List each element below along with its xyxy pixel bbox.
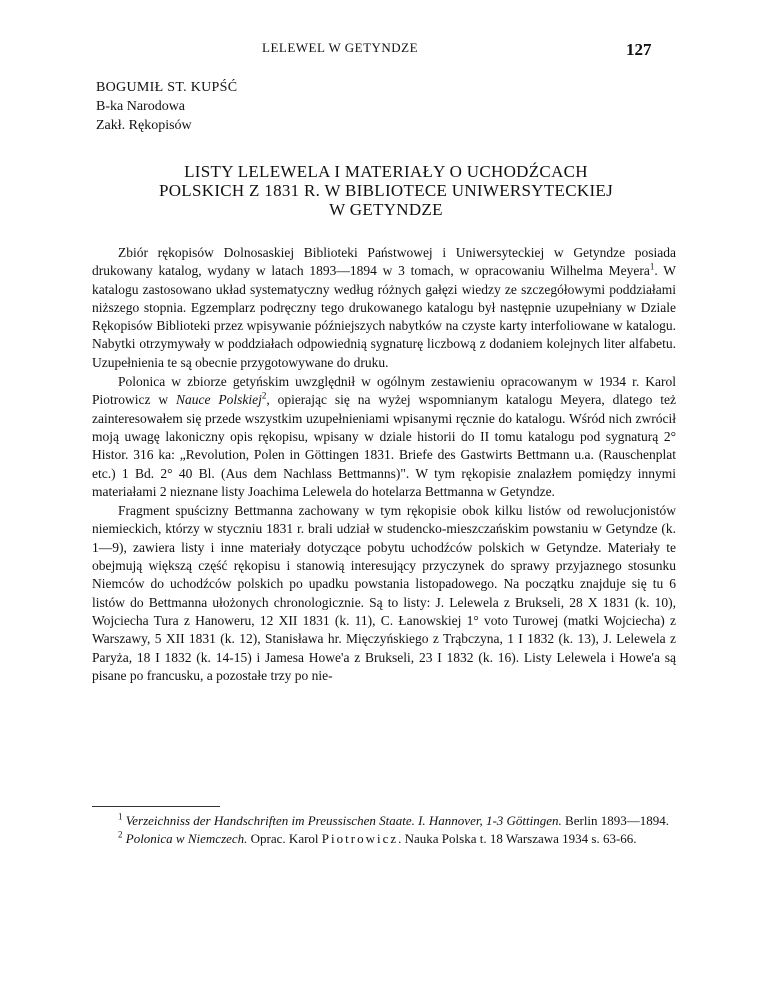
author-affiliation-library: B-ka Narodowa [96,99,186,114]
author-block [96,78,237,135]
footnote-2 [92,830,676,848]
running-header: LELEWEL W GETYNDZE [262,40,419,55]
footnote-divider [92,806,220,807]
author-name: BOGUMIŁ ST. KUPŚĆ [96,80,238,95]
title-line-2: POLSKICH Z 1831 R. W BIBLIOTECE UNIWERSYTECKIEJ [158,181,614,200]
paragraph-3: Fragment spuścizny Bettmanna zachowany w tym rękopisie obok kilku listów od rewolucjonistów niemieckich, którzy w styczniu 1831 r. brali udział w studencko-mieszczańskim powstaniu w Getyndze (k. 1—9), zawiera listy i inne materiały dotyczące pobytu uchodźców polskich w Getyndze. Materiały te obejmują większą część rękopisu i stanowią interesujący przyczynek do sprawy przyjaznego stosunku Niemców do uchodźców polskich po upadku powstania listopadowego. Na początku znajduje się tu 6 listów do Bettmanna ułożonych chronologicznie. Są to listy: J. Lelewela z Brukseli, 28 X 1831 (k. 10), Wojciecha Tura z Hanoweru, 12 XII 1831 (k. 11), C. Łanowskiej 1° voto Turowej (matki Wojciecha) z Warszawy, 5 XII 1831 (k. 12), Stanisława hr. Mięczyńskiego z Trąbczyna, 1 I 1832 (k. 13), J. Lelewela z Paryża, 18 I 1832 (k. 14-15) i Jamesa Howe'a z Brukseli, 23 I 1832 (k. 16). Listy Lelewela i Howe'a są pisane po francusku, a pozostałe trzy po nie- [92,503,676,683]
footnotes [92,812,676,847]
title-line-3: W GETYNDZE [329,200,443,219]
paragraph-2-text-a: Polonica w zbiorze getyńskim uwzględnił w ogólnym zestawieniu opracowanym w 1934 r. Karol Piotrowicz w [92,374,676,408]
footnote-1-title: Verzeichniss der Handschriften im Preussischen Staate. I. Hannover, 1-3 Göttingen. [125,813,562,828]
paragraph-2 [92,373,676,501]
footnote-2-author: Piotrowicz [321,830,399,846]
article-body [92,244,676,685]
paragraph-1-text-a: Zbiór rękopisów Dolnosaskiej Biblioteki Państwowej i Uniwersyteckiej w Getyndze posiada drukowany katalog, wydany w latach 1893—1894 w 3 tomach, w opracowaniu Wilhelma Meyera [92,245,676,279]
footnote-2-title: Polonica w Niemczech. [125,830,248,846]
footnote-1-text: Berlin 1893—1894. [561,813,670,828]
footnote-2-number: 2 [118,829,123,840]
article-title [96,162,676,219]
paragraph-1 [92,244,676,372]
title-line-1: LISTY LELEWELA I MATERIAŁY O UCHODŹCACH [184,162,588,181]
journal-title: Nauce Polskiej [175,392,262,408]
author-affiliation-department: Zakł. Rękopisów [96,118,192,133]
footnote-1-number: 1 [118,811,123,822]
paragraph-2-text-b: , opierając się na wyżej wspomnianym katalogu Meyera, dlatego też zainteresowałem się przede wszystkim uzupełnieniami wpisanymi ręcznie do katalogu. Wśród nich zwrócił moją uwagę lakoniczny opis rękopisu, wpisany w dziale historii do II tomu katalogu pod sygnaturą 2° Histor. 316 ka: „Revolution, Polen in Göttingen 1831. Briefe des Gastwirts Bettmann u.a. (Rauschenplat etc.) 1 Bd. 2° 40 Bl. (Aus dem Nachlass Bettmanns)". W tym rękopisie znalazłem pomiędzy innymi materiałami 2 nieznane listy Joachima Lelewela do hotelarza Bettmanna w Getyndze. [92,392,676,499]
page-number: 127 [626,40,652,59]
footnote-ref-2: 2 [261,390,267,401]
footnote-2-text-a: Oprac. Karol [247,830,322,846]
paragraph-1-text-b: . W katalogu zastosowano układ systematyczny według różnych gałęzi wiedzy ze szczegółowymi poddziałami niższego stopnia. Egzemplarz podręczny tego drukowanego katalogu był następnie uzupełniany w Dziale Rękopisów Biblioteki przez wpisywanie późniejszych nabytków na czyste karty interfoliowane w katalogu. Nabytki otrzymywały w poddziałach odpowiednią sygnaturę liczbową z dodaniem kolejnych liter alfabetu. Uzupełnienia te są obecnie przygotowywane do druku. [92,263,676,370]
footnote-ref-1: 1 [649,261,655,272]
footnote-1 [92,812,676,830]
footnote-2-text-b: . Nauka Polska t. 18 Warszawa 1934 s. 63-66. [398,830,637,846]
